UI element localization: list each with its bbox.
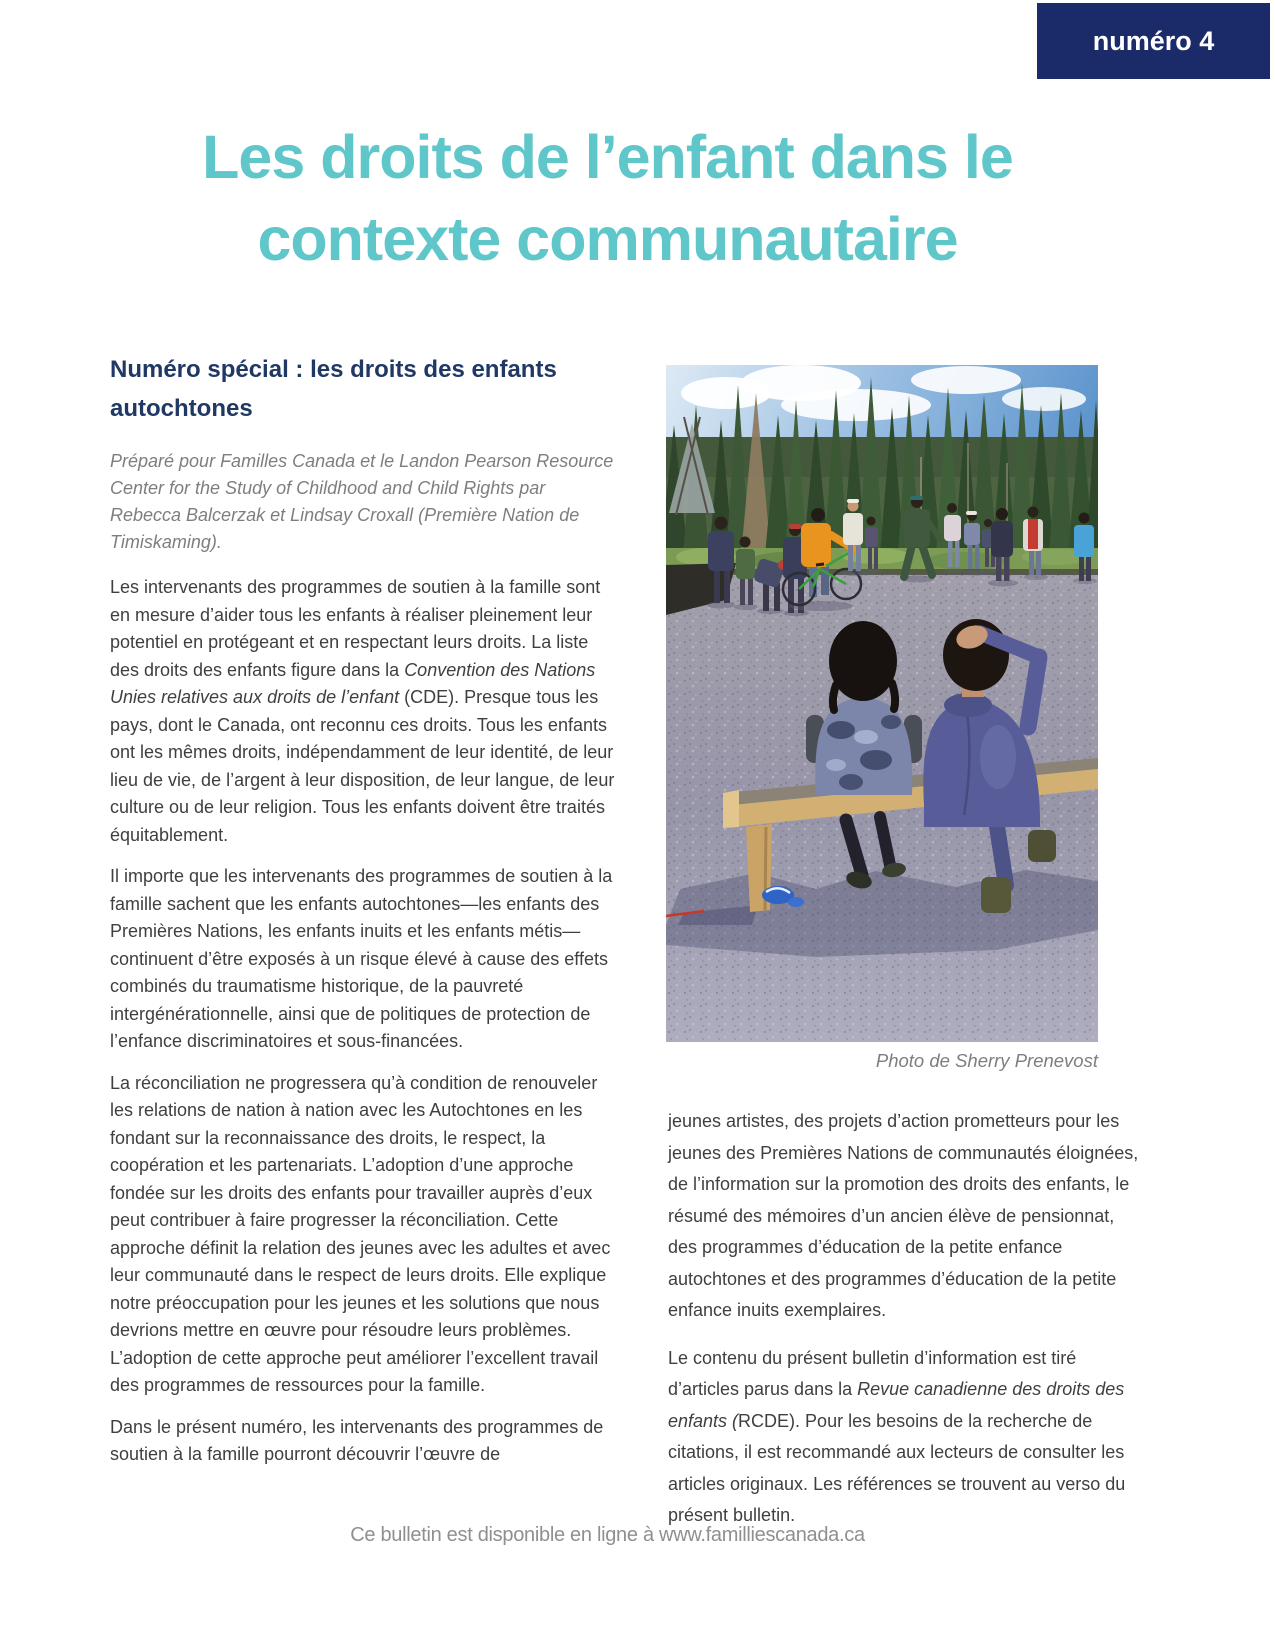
photo-children-bench [666,365,1098,1042]
paragraph-1-text: Les intervenants des programmes de soutien à la famille sont en mesure d’aider tous les enfants à réaliser pleinement leur potentiel en protégeant et en respectant leurs droits. La liste des droits des enfants figure dans la [110,577,601,680]
paragraph-6-italic: Revue canadienne des droits des enfants ( [668,1379,1125,1431]
page-title-line1: Les droits de l’enfant dans le [202,123,1013,191]
paragraph-6-text: Le contenu du présent bulletin d’information est tiré d’articles parus dans la [668,1347,1077,1399]
page-title-line2: contexte communautaire [257,205,958,273]
paragraph-1-text-end: (CDE). Presque tous les pays, dont le Canada, ont reconnu ces droits. Tous les enfants ont les mêmes droits, indépendamment de leur identité, de leur lieu de vie, de l’argent à leur disposition, de leur langue, de leur culture ou de leur religion. Tous les enfants doivent être traités équitablement. [110,687,615,845]
footer-text: Ce bulletin est disponible en ligne à [350,1524,660,1546]
issue-badge-label: numéro 4 [1092,25,1215,56]
paragraph-6-text-end: RCDE). Pour les besoins de la recherche de citations, il est recommandé aux lecteurs de consulter les articles originaux. Les références se trouvent au verso du présent bulletin. [668,1410,1126,1525]
footer-link[interactable]: www.familliescanada.ca [659,1524,865,1546]
paragraph-1 [110,574,615,849]
paragraph-5: jeunes artistes, des projets d’action prometteurs pour les jeunes des Premières Nations de communautés éloignées, de l’information sur la promotion des droits des enfants, le résumé des mémoires d’un ancien élève de pensionnat, des programmes d’éducation de la petite enfance autochtones et des programmes d’éducation de la petite enfance inuits exemplaires. [668,1111,1139,1320]
paragraph-4: Dans le présent numéro, les intervenants des programmes de soutien à la famille pourront découvrir l’œuvre de [110,1416,604,1464]
footer-note [0,1524,1215,1547]
issue-badge [1037,3,1270,79]
paragraph-3: La réconciliation ne progressera qu’à condition de renouveler les relations de nation à nation avec les Autochtones en les fondant sur la reconnaissance des droits, le respect, la coopération et les partenariats. L’adoption d’une approche fondée sur les droits des enfants pour travailler auprès d’eux peut contribuer à faire progresser la réconciliation. Cette approche définit la relation des jeunes avec les adultes et avec leur communauté dans le respect de leurs droits. Elle explique notre préoccupation pour les jeunes et les solutions que nous devrions mettre en œuvre pour résoudre leurs problèmes. L’adoption de cette approche peut améliorer l’excellent travail des programmes de ressources pour la famille. [110,1072,611,1395]
section-heading: Numéro spécial : les droits des enfants autochtones [110,356,557,422]
paragraph-1-italic: Convention des Nations Unies relatives aux droits de l’enfant [110,659,596,707]
page-title [30,116,1185,280]
left-column [110,350,615,1483]
photo-caption: Photo de Sherry Prenevost [875,1050,1098,1071]
byline: Préparé pour Familles Canada et le Landon Pearson Resource Center for the Study of Childhood and Child Rights par Rebecca Balcerzak et Lindsay Croxall (Première Nation de Timiskaming). [110,451,614,552]
right-column [668,1106,1148,1548]
paragraph-2: Il importe que les intervenants des programmes de soutien à la famille sachent que les enfants autochtones—les enfants des Premières Nations, les enfants inuits et les enfants métis—continuent d’être exposés à un risque élevé à cause des effets combinés du traumatisme historique, de la pauvreté intergénérationnelle, ainsi que de politiques de protection de l’enfance discriminatoires et sous-financées. [110,866,613,1051]
paragraph-6 [668,1343,1148,1532]
